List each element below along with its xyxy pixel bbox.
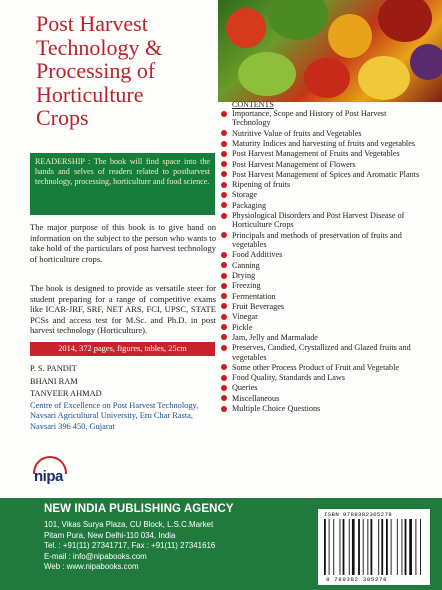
barcode-bar <box>349 519 350 575</box>
leaf-shape <box>268 0 328 40</box>
bullet-icon <box>221 406 227 412</box>
contents-item-label: Packaging <box>232 200 267 210</box>
bullet-icon <box>221 334 227 340</box>
author-name: TANVEER AHMAD <box>30 389 102 398</box>
contents-item-label: Preserves, Candied, Crystallized and Glazed fruits and vegetables <box>232 343 411 362</box>
bullet-icon <box>221 111 227 117</box>
contents-item <box>220 149 420 158</box>
bullet-icon <box>221 232 227 238</box>
contents-item-label: Fermentation <box>232 291 276 301</box>
barcode-bar <box>381 519 383 575</box>
contents-heading: CONTENTS <box>232 100 274 109</box>
contents-item <box>220 180 420 189</box>
contents-item <box>220 292 420 301</box>
barcode-bar <box>386 519 388 575</box>
contents-item-label: Ripening of fruits <box>232 180 291 190</box>
contents-item <box>220 312 420 321</box>
title-line: Post Harvest <box>36 11 148 36</box>
description-paragraph: The major purpose of this book is to give hand on information on the subject to the person who wants to take hold of the particulars of post harvest technology of horticulture crops. <box>30 222 216 264</box>
author-name: BHANI RAM <box>30 376 78 386</box>
bullet-icon <box>221 252 227 258</box>
contents-item <box>220 211 420 230</box>
contents-item <box>220 404 420 413</box>
address-line: Pitam Pura, New Delhi-110 034, India <box>44 530 176 540</box>
contents-item-label: Jam, Jelly and Marmalade <box>232 332 318 342</box>
contents-item-label: Storage <box>232 190 258 200</box>
contents-item <box>220 231 420 250</box>
bullet-icon <box>221 283 227 289</box>
contents-list <box>220 109 420 414</box>
contents-item <box>220 160 420 169</box>
isbn-barcode <box>318 509 430 585</box>
contents-item <box>220 201 420 210</box>
book-title <box>36 12 222 130</box>
bullet-icon <box>221 130 227 136</box>
bullet-icon <box>221 314 227 320</box>
bullet-icon <box>221 151 227 157</box>
contents-item <box>220 139 420 148</box>
barcode-bar <box>340 519 341 575</box>
contents-item-label: Some other Process Product of Fruit and Vegetable <box>232 362 399 372</box>
bullet-icon <box>221 385 227 391</box>
contents-item-label: Queries <box>232 383 258 393</box>
bullet-icon <box>221 303 227 309</box>
barcode-bar <box>358 519 360 575</box>
bullet-icon <box>221 262 227 268</box>
contents-item-label: Post Harvest Management of Flowers <box>232 159 356 169</box>
address-line: 101, Vikas Surya Plaza, CU Block, L.S.C.Market <box>44 520 214 529</box>
apple-shape <box>304 58 350 98</box>
contents-item <box>220 261 420 270</box>
barcode-bar <box>397 519 398 575</box>
title-line: Crops <box>36 105 89 130</box>
barcode-number: 9 789382 305278 <box>326 576 388 583</box>
lemon-shape <box>358 56 410 100</box>
bullet-icon <box>221 202 227 208</box>
barcode-bar <box>352 519 355 575</box>
pepper-shape <box>378 0 432 42</box>
contents-item-label: Nutritive Value of fruits and Vegetables <box>232 128 362 138</box>
publisher-name: NEW INDIA PUBLISHING AGENCY <box>44 503 234 515</box>
address-line: Web : www.nipabooks.com <box>44 562 139 571</box>
grape-shape <box>410 44 442 80</box>
contents-item <box>220 383 420 392</box>
contents-item-label: Drying <box>232 271 256 281</box>
barcode-bar <box>402 519 403 575</box>
contents-item-label: Importance, Scope and History of Post Harvest Technology <box>232 109 387 128</box>
title-line: Horticulture <box>36 81 144 107</box>
publisher-logo: nipa <box>34 468 63 485</box>
bullet-icon <box>221 141 227 147</box>
title-line: Technology & <box>36 34 163 60</box>
bullet-icon <box>221 345 227 351</box>
publisher-address <box>44 520 215 573</box>
barcode-bar <box>420 519 421 575</box>
title-line: Processing of <box>36 58 156 83</box>
contents-item-label: Pickle <box>232 322 253 332</box>
bullet-icon <box>221 192 227 198</box>
contents-item-label: Multiple Choice Questions <box>232 404 321 414</box>
contents-item <box>220 363 420 372</box>
tomato-shape <box>226 8 266 48</box>
contents-item <box>220 323 420 332</box>
lettuce-shape <box>238 52 296 96</box>
bullet-icon <box>221 324 227 330</box>
barcode-bar <box>391 519 392 575</box>
barcode-bar <box>378 519 379 575</box>
contents-item <box>220 302 420 311</box>
barcode-bar <box>329 519 330 575</box>
contents-item <box>220 281 420 290</box>
bullet-icon <box>221 213 227 219</box>
contents-item-label: Fruit Beverages <box>232 301 285 311</box>
contents-item <box>220 170 420 179</box>
contents-item <box>220 250 420 259</box>
contents-item-label: Food Quality, Standards and Laws <box>232 373 345 383</box>
barcode-bar <box>333 519 334 575</box>
barcode-bar <box>343 519 345 575</box>
barcode-bar <box>371 519 373 575</box>
barcode-bar <box>324 519 326 575</box>
book-spec-bar: 2014, 372 pages, figures, tables, 25cm <box>30 342 215 356</box>
address-line: Tel. : +91(11) 27341717, Fax : +91(11) 27341616 <box>44 541 216 550</box>
description-paragraph: The book is designed to provide as versatile steer for student preparing for a range of competitive exams like ICAR-JRF, SRF, NET ARS, FCI, UPSC, STATE PCSs and access test for M.Sc. and Ph.D. in post harvest technology (Horticulture). <box>30 283 216 336</box>
contents-item <box>220 129 420 138</box>
barcode-bar <box>363 519 364 575</box>
bullet-icon <box>221 395 227 401</box>
address-line: E-mail : info@nipabooks.com <box>44 551 147 561</box>
readership-box: READERSHIP : The book will find space into the hands and selves of readers related to postharvest technology, processing, horticulture and food science. <box>30 153 215 215</box>
barcode-bars <box>324 519 424 575</box>
barcode-bar <box>367 519 368 575</box>
bullet-icon <box>221 273 227 279</box>
bullet-icon <box>221 161 227 167</box>
contents-item-label: Vinegar <box>232 312 258 322</box>
contents-item-label: Post Harvest Management of Spices and Aromatic Plants <box>232 169 420 179</box>
bullet-icon <box>221 364 227 370</box>
contents-item <box>220 333 420 342</box>
barcode-bar <box>415 519 416 575</box>
contents-item-label: Miscellaneous <box>232 393 280 403</box>
contents-item-label: Post Harvest Management of Fruits and Vegetables <box>232 149 400 159</box>
bullet-icon <box>221 171 227 177</box>
contents-item-label: Canning <box>232 260 260 270</box>
bullet-icon <box>221 375 227 381</box>
contents-item <box>220 109 420 128</box>
contents-item-label: Physiological Disorders and Post Harvest Disease of Horticulture Crops <box>232 211 405 230</box>
contents-item-label: Maturity Indices and harvesting of fruits and vegetables <box>232 139 416 148</box>
contents-item <box>220 373 420 382</box>
contents-item <box>220 190 420 199</box>
contents-item <box>220 343 420 362</box>
author-name: P. S. PANDIT <box>30 364 77 373</box>
barcode-bar <box>409 519 412 575</box>
author-list <box>30 363 102 401</box>
contents-item-label: Food Additives <box>232 250 283 260</box>
contents-item <box>220 394 420 403</box>
bullet-icon <box>221 182 227 188</box>
bullet-icon <box>221 293 227 299</box>
produce-photo <box>218 0 442 102</box>
contents-item-label: Freezing <box>232 281 261 291</box>
contents-item-label: Principals and methods of preservation of fruits and vegetables <box>232 230 402 250</box>
orange-shape <box>328 14 372 58</box>
contents-item <box>220 271 420 280</box>
author-affiliation: Centre of Excellence on Post Harvest Technology, Navsari Agricultural University, Eru Char Rasta, Navsari 396 450, Gujarat <box>30 401 199 431</box>
isbn-text: ISBN 9789382305278 <box>324 511 393 518</box>
barcode-bar <box>405 519 407 575</box>
